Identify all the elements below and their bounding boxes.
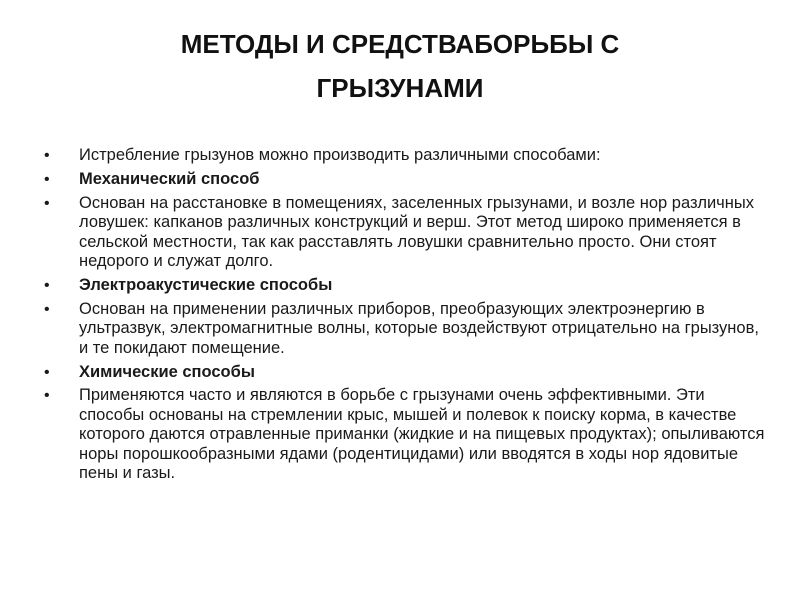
bullet-icon: • [44, 194, 50, 212]
bullet-icon: • [44, 170, 50, 188]
bullet-item-mechanical-heading [40, 170, 768, 189]
bullet-text: Применяются часто и являются в борьбе с грызунами очень эффективными. Эти способы основаны на стремлении крыс, мышей и полевок к поиску корма, в качестве которого даются отравленные приманки (жидкие и на пищевых продуктах); опыливаются норы порошкообразными ядами (родентицидами) или вводятся в ходы нор ядовитые пены и газы. [79, 386, 765, 483]
bullet-heading: Электроакустические способы [79, 275, 333, 294]
slide-title-line-1: МЕТОДЫ И СРЕДСТВАБОРЬБЫ С [180, 29, 620, 59]
bullet-item-electroacoustic-heading [40, 276, 768, 295]
bullet-heading: Механический способ [79, 169, 260, 188]
bullet-item-chemical-heading [40, 363, 768, 382]
slide-title-line-2: ГРЫЗУНАМИ [316, 73, 484, 103]
bullet-item-intro [40, 146, 768, 165]
bullet-text: Основан на расстановке в помещениях, заселенных грызунами, и возле нор различных ловушек: капканов различных конструкций и верш. Этот метод широко применяется в сельской местности, так как расставлять ловушки сравнительно просто. Они стоят недорого и служат долго. [79, 193, 754, 271]
bullet-icon: • [44, 363, 50, 381]
bullet-icon: • [44, 387, 50, 405]
bullet-icon: • [44, 147, 50, 164]
bullet-text: Истребление грызунов можно производить различными способами: [79, 146, 601, 164]
bullet-text: Основан на применении различных приборов, преобразующих электроэнергию в ультразвук, электромагнитные волны, которые воздействуют отрицательно на грызунов, и те покидают помещение. [79, 299, 759, 357]
bullet-icon: • [44, 300, 50, 318]
bullet-item-chemical-desc [40, 386, 768, 483]
bullet-item-electroacoustic-desc [40, 300, 768, 358]
bullet-icon: • [44, 276, 50, 294]
slide-body [40, 146, 768, 488]
slide-title [100, 22, 700, 110]
bullet-heading: Химические способы [79, 362, 255, 381]
bullet-list [40, 146, 768, 484]
bullet-item-mechanical-desc [40, 194, 768, 272]
